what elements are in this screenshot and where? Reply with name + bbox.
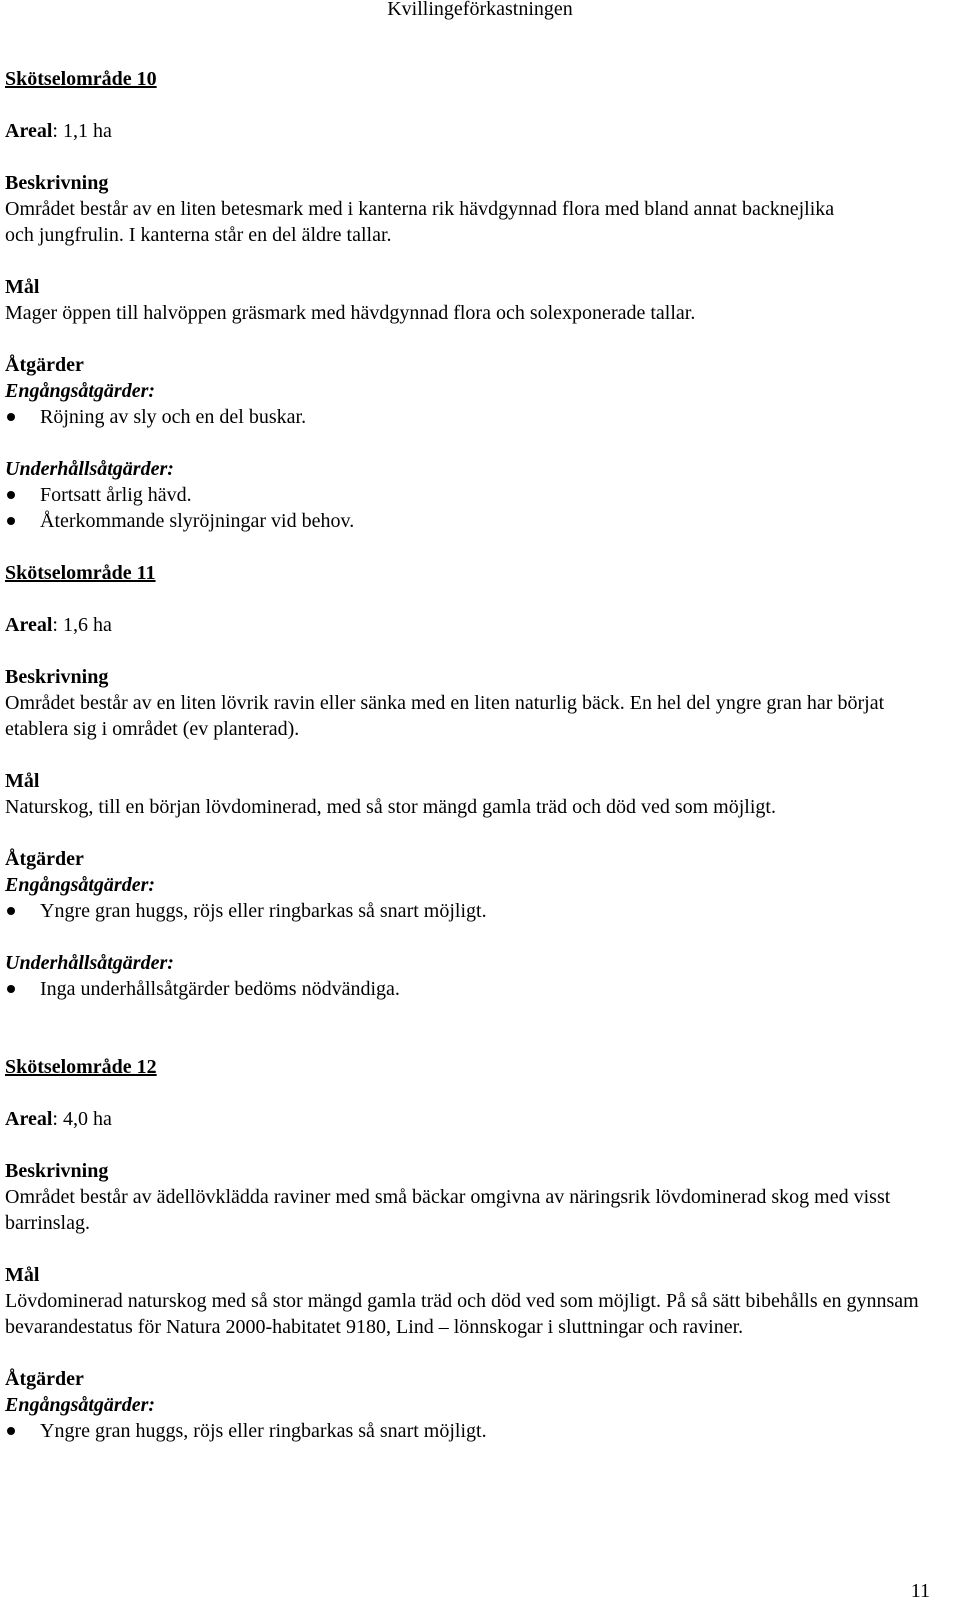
engang-heading: Engångsåtgärder:: [5, 380, 156, 402]
areal-line: [5, 612, 945, 638]
mal-heading: Mål: [5, 276, 40, 298]
page-number: 11: [910, 1580, 930, 1602]
section-title: Skötselområde 11: [5, 562, 156, 584]
bullet-icon: [7, 491, 15, 499]
areal-value: : 1,1 ha: [52, 120, 112, 142]
section-title: Skötselområde 12: [5, 1056, 157, 1078]
underhall-heading: Underhållsåtgärder:: [5, 952, 174, 974]
section-12: [5, 1054, 945, 1444]
areal-label: Areal: [5, 120, 53, 142]
beskrivning-heading: Beskrivning: [5, 172, 109, 194]
mal-text: Lövdominerad naturskog med så stor mängd gamla träd och död ved som möjligt. På så sätt bibehålls en gynnsam bevarandestatus för Natura 2000-habitatet 9180, Lind – lönnskogar i sluttningar och raviner.: [5, 1290, 919, 1338]
list-item: Återkommande slyröjningar vid behov.: [5, 508, 945, 534]
beskrivning-heading: Beskrivning: [5, 1160, 109, 1182]
list-item: Yngre gran huggs, röjs eller ringbarkas så snart möjligt.: [5, 898, 945, 924]
beskrivning-heading: Beskrivning: [5, 666, 109, 688]
list-item: Röjning av sly och en del buskar.: [5, 404, 945, 430]
mal-heading: Mål: [5, 1264, 40, 1286]
bullet-icon: [7, 907, 15, 915]
beskrivning-text: Området består av ädellövklädda raviner med små bäckar omgivna av näringsrik lövdominerad skog med visst barrinslag.: [5, 1186, 891, 1234]
areal-value: : 4,0 ha: [52, 1108, 112, 1130]
underhall-list: [5, 976, 945, 1002]
section-10: [5, 66, 945, 534]
bullet-icon: [7, 413, 15, 421]
engang-heading: Engångsåtgärder:: [5, 874, 156, 896]
bullet-icon: [7, 985, 15, 993]
engang-list: [5, 1418, 945, 1444]
engang-list: [5, 898, 945, 924]
engang-list: [5, 404, 945, 430]
document-body: [5, 66, 945, 1444]
atgarder-heading: Åtgärder: [5, 1368, 84, 1390]
beskrivning-text: Området består av en liten betesmark med i kanterna rik hävdgynnad flora med bland annat backnejlika och jungfrulin. I kanterna står en del äldre tallar.: [5, 198, 835, 246]
atgarder-heading: Åtgärder: [5, 848, 84, 870]
mal-text: Naturskog, till en början lövdominerad, med så stor mängd gamla träd och död ved som möjligt.: [5, 796, 776, 818]
underhall-list: [5, 482, 945, 534]
engang-heading: Engångsåtgärder:: [5, 1394, 156, 1416]
atgarder-heading: Åtgärder: [5, 354, 84, 376]
section-title: Skötselområde 10: [5, 68, 157, 90]
section-11: [5, 560, 945, 1002]
mal-heading: Mål: [5, 770, 40, 792]
page-header: Kvillingeförkastningen: [387, 0, 573, 20]
bullet-icon: [7, 517, 15, 525]
areal-value: : 1,6 ha: [52, 614, 112, 636]
mal-text: Mager öppen till halvöppen gräsmark med hävdgynnad flora och solexponerade tallar.: [5, 302, 696, 324]
underhall-heading: Underhållsåtgärder:: [5, 458, 174, 480]
areal-line: [5, 1106, 945, 1132]
areal-label: Areal: [5, 614, 53, 636]
areal-line: [5, 118, 945, 144]
bullet-icon: [7, 1427, 15, 1435]
list-item: Inga underhållsåtgärder bedöms nödvändiga.: [5, 976, 945, 1002]
list-item: Fortsatt årlig hävd.: [5, 482, 945, 508]
beskrivning-text: Området består av en liten lövrik ravin eller sänka med en liten naturlig bäck. En hel del yngre gran har börjat etablera sig i området (ev planterad).: [5, 692, 885, 740]
list-item: Yngre gran huggs, röjs eller ringbarkas så snart möjligt.: [5, 1418, 945, 1444]
areal-label: Areal: [5, 1108, 53, 1130]
